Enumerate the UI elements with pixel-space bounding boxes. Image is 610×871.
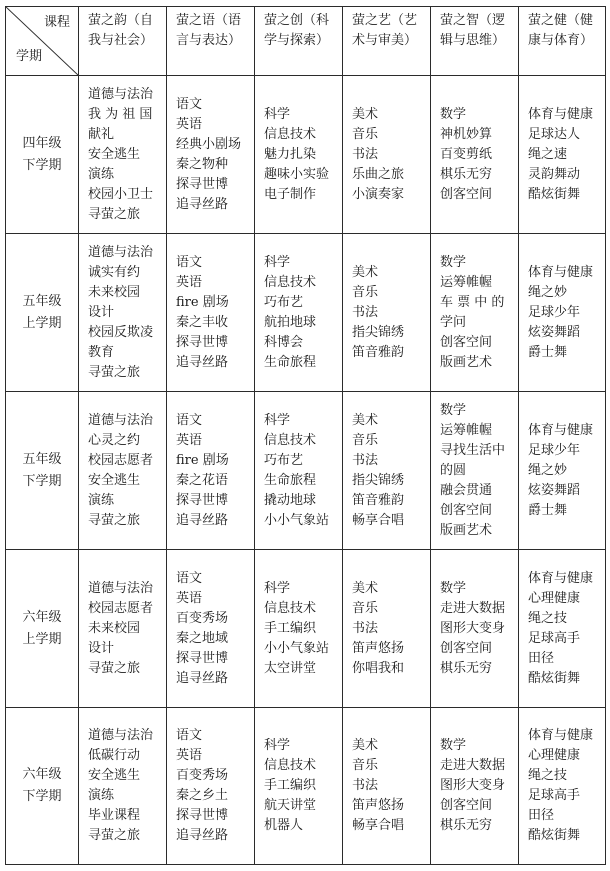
course-line: 绳之技	[528, 768, 568, 783]
course-line: 数学	[440, 254, 467, 270]
course-cell	[519, 550, 606, 708]
header-row	[6, 7, 606, 76]
course-line: 棋乐无穷	[440, 818, 493, 833]
course-cell	[431, 76, 519, 234]
course-line: 灵韵舞动	[528, 166, 581, 182]
course-line: 书法	[352, 452, 379, 468]
course-cell	[519, 392, 606, 550]
course-line: 足球少年	[528, 304, 581, 320]
course-line: 百变秀场	[176, 610, 229, 626]
course-line: 语文	[176, 728, 203, 743]
course-line: 笛声悠扬	[352, 798, 405, 813]
course-line: 道德与法治	[88, 580, 154, 596]
course-line: 未来校园	[88, 284, 141, 300]
course-line: 绳之妙	[528, 462, 568, 478]
course-line: 棋乐无穷	[440, 166, 493, 182]
course-line: 百变秀场	[176, 768, 229, 783]
column-header-chuang: 萤之创（科学与探索）	[255, 7, 343, 76]
course-cell	[519, 76, 606, 234]
course-cell	[343, 76, 431, 234]
table-row	[6, 708, 606, 865]
table-row	[6, 550, 606, 708]
course-line: 数学	[440, 402, 467, 418]
course-line: 电子制作	[264, 186, 317, 202]
course-line: 巧布艺	[264, 452, 304, 468]
course-line: 诚实有约	[88, 264, 141, 280]
course-line: 数学	[440, 106, 467, 122]
course-line: 设计	[88, 304, 115, 320]
course-line: 体育与健康	[528, 264, 594, 280]
course-line: 音乐	[352, 600, 379, 616]
course-line: 田径	[528, 808, 555, 823]
course-line: 爵士舞	[528, 344, 568, 360]
course-line: 探寻世博	[176, 808, 229, 823]
course-line: 足球高手	[528, 788, 581, 803]
course-line: 航拍地球	[264, 314, 317, 330]
course-line: 校园反欺凌	[88, 324, 154, 340]
course-cell	[167, 76, 255, 234]
course-line: 小演奏家	[352, 186, 405, 202]
course-line: 炫姿舞蹈	[528, 482, 581, 498]
course-line: 音乐	[352, 126, 379, 142]
course-line: 酷炫街舞	[528, 670, 581, 686]
term-cell	[6, 550, 79, 708]
course-line: 太空讲堂	[264, 660, 317, 676]
term-cell	[6, 234, 79, 392]
course-line: 心理健康	[528, 748, 581, 763]
term-label: 五年级	[22, 451, 62, 467]
course-line: 信息技术	[264, 126, 317, 142]
course-line: 道德与法治	[88, 244, 154, 260]
course-line: 音乐	[352, 284, 379, 300]
course-line: 融会贯通	[440, 482, 493, 498]
course-cell	[519, 234, 606, 392]
course-cell	[343, 708, 431, 865]
course-line: 科博会	[264, 334, 304, 350]
course-line: 生命旅程	[264, 472, 317, 488]
term-label: 上学期	[22, 631, 62, 647]
course-line: 指尖锦绣	[352, 324, 405, 340]
course-line: 寻萤之旅	[88, 512, 141, 528]
course-line: 英语	[176, 590, 203, 606]
course-cell	[79, 392, 167, 550]
course-line: 棋乐无穷	[440, 660, 493, 676]
course-line: 设计	[88, 640, 115, 656]
course-line: 畅享合唱	[352, 818, 405, 833]
course-line: 探寻世博	[176, 334, 229, 350]
course-line: 信息技术	[264, 600, 317, 616]
course-line: 美术	[352, 264, 379, 280]
course-line: 校园志愿者	[88, 452, 154, 468]
course-line: fire 剧场	[176, 452, 229, 468]
course-line: 信息技术	[264, 274, 317, 290]
course-line: 秦之乡土	[176, 788, 229, 803]
course-line: 百变剪纸	[440, 146, 493, 162]
course-line: 体育与健康	[528, 728, 594, 743]
course-line: 追寻丝路	[176, 512, 229, 528]
term-label: 五年级	[22, 293, 62, 309]
table-row	[6, 392, 606, 550]
course-cell	[431, 708, 519, 865]
term-cell	[6, 76, 79, 234]
course-line: 音乐	[352, 758, 379, 773]
course-line: 指尖锦绣	[352, 472, 405, 488]
course-line: 绳之妙	[528, 284, 568, 300]
course-cell	[255, 76, 343, 234]
course-line: 音乐	[352, 432, 379, 448]
course-line: 创客空间	[440, 334, 493, 350]
course-line: 科学	[264, 580, 291, 596]
course-line: 教育	[88, 344, 115, 360]
course-cell	[343, 392, 431, 550]
course-line: 低碳行动	[88, 748, 141, 763]
course-line: 书法	[352, 620, 379, 636]
course-line: 心灵之约	[88, 432, 141, 448]
course-line: 爵士舞	[528, 502, 568, 518]
column-header-zhi: 萤之智（逻辑与思维）	[431, 7, 519, 76]
term-cell	[6, 392, 79, 550]
course-line: 美术	[352, 412, 379, 428]
course-line: 演练	[88, 492, 115, 508]
course-line: 校园小卫士	[88, 186, 154, 202]
corner-label-term: 学期	[16, 49, 43, 64]
column-header-yi: 萤之艺（艺术与审美）	[343, 7, 431, 76]
course-line: 体育与健康	[528, 570, 594, 586]
course-cell	[431, 550, 519, 708]
course-line: 演练	[88, 166, 115, 182]
course-line: 数学	[440, 738, 467, 753]
course-line: 秦之物种	[176, 156, 229, 172]
course-cell	[167, 550, 255, 708]
corner-label-course: 课程	[43, 15, 70, 30]
course-line: 安全逃生	[88, 768, 141, 783]
term-label: 上学期	[22, 315, 62, 331]
course-line: 巧布艺	[264, 294, 304, 310]
course-line: 书法	[352, 778, 379, 793]
course-line: 小小气象站	[264, 640, 330, 656]
term-label: 下学期	[22, 789, 62, 804]
course-line: 追寻丝路	[176, 354, 229, 370]
course-cell	[79, 550, 167, 708]
course-line: 寻萤之旅	[88, 364, 141, 380]
course-line: 科学	[264, 412, 291, 428]
course-cell	[431, 392, 519, 550]
course-line: 探寻世博	[176, 492, 229, 508]
term-label: 下学期	[22, 473, 62, 489]
course-line: 英语	[176, 116, 203, 132]
course-line: 科学	[264, 738, 291, 753]
course-line: 运筹帷幄	[440, 274, 493, 290]
course-line: 探寻世博	[176, 176, 229, 192]
course-line: 英语	[176, 432, 203, 448]
course-line: 追寻丝路	[176, 828, 229, 843]
term-label: 下学期	[22, 157, 62, 173]
course-line: 图形大变身	[440, 620, 506, 636]
course-line: 寻萤之旅	[88, 660, 141, 676]
course-line: 版画艺术	[440, 522, 493, 538]
course-line: 炫姿舞蹈	[528, 324, 581, 340]
table-row	[6, 76, 606, 234]
course-cell	[79, 76, 167, 234]
course-cell	[167, 234, 255, 392]
course-line: 创客空间	[440, 186, 493, 202]
course-line: 美术	[352, 106, 379, 122]
course-line: 的圆	[440, 462, 467, 478]
course-line: 撬动地球	[264, 492, 317, 508]
course-line: 小小气象站	[264, 512, 330, 528]
course-line: 足球达人	[528, 126, 581, 142]
course-line: 你唱我和	[352, 660, 405, 676]
course-line: 我 为 祖 国	[88, 106, 153, 122]
course-line: 英语	[176, 748, 203, 763]
course-line: 经典小剧场	[176, 136, 242, 152]
course-line: 趣味小实验	[264, 166, 330, 182]
column-header-jian: 萤之健（健康与体育）	[519, 7, 606, 76]
course-line: 语文	[176, 412, 203, 428]
table-row	[6, 234, 606, 392]
course-line: 笛音雅韵	[352, 492, 405, 508]
course-line: 机器人	[264, 818, 304, 833]
course-line: 毕业课程	[88, 808, 141, 823]
course-cell	[343, 234, 431, 392]
course-line: 走进大数据	[440, 758, 506, 773]
course-line: 版画艺术	[440, 354, 493, 370]
course-line: 科学	[264, 106, 291, 122]
course-line: 笛音雅韵	[352, 344, 405, 360]
course-line: 乐曲之旅	[352, 166, 405, 182]
course-line: 安全逃生	[88, 472, 141, 488]
course-line: 魅力扎染	[264, 146, 317, 162]
course-line: 体育与健康	[528, 106, 594, 122]
course-cell	[79, 234, 167, 392]
course-line: 酷炫街舞	[528, 828, 581, 843]
course-line: 学问	[440, 314, 467, 330]
course-line: 生命旅程	[264, 354, 317, 370]
curriculum-table	[5, 6, 606, 865]
course-line: 航天讲堂	[264, 798, 317, 813]
course-line: 心理健康	[528, 590, 581, 606]
corner-header-cell	[6, 7, 79, 76]
course-line: 车 票 中 的	[440, 294, 505, 310]
course-line: 语文	[176, 254, 203, 270]
course-line: 信息技术	[264, 432, 317, 448]
course-line: 书法	[352, 304, 379, 320]
course-line: 足球少年	[528, 442, 581, 458]
course-line: 科学	[264, 254, 291, 270]
course-line: 探寻世博	[176, 650, 229, 666]
course-line: 笛声悠扬	[352, 640, 405, 656]
course-line: 道德与法治	[88, 412, 154, 428]
course-line: 寻萤之旅	[88, 828, 141, 843]
term-cell	[6, 708, 79, 865]
course-cell	[255, 550, 343, 708]
course-line: 未来校园	[88, 620, 141, 636]
course-line: 追寻丝路	[176, 670, 229, 686]
course-line: 手工编织	[264, 778, 317, 793]
column-header-yu: 萤之语（语言与表达）	[167, 7, 255, 76]
course-line: 秦之花语	[176, 472, 229, 488]
course-line: 图形大变身	[440, 778, 506, 793]
course-line: 美术	[352, 738, 379, 753]
course-line: 书法	[352, 146, 379, 162]
course-line: 运筹帷幄	[440, 422, 493, 438]
course-line: 语文	[176, 96, 203, 112]
course-line: 道德与法治	[88, 728, 154, 743]
course-line: 手工编织	[264, 620, 317, 636]
course-line: 安全逃生	[88, 146, 141, 162]
course-line: 数学	[440, 580, 467, 596]
course-cell	[79, 708, 167, 865]
course-cell	[255, 392, 343, 550]
course-line: 走进大数据	[440, 600, 506, 616]
course-line: 足球高手	[528, 630, 581, 646]
course-line: 创客空间	[440, 502, 493, 518]
course-line: 演练	[88, 788, 115, 803]
course-line: 体育与健康	[528, 422, 594, 438]
course-line: 道德与法治	[88, 86, 154, 102]
course-line: 秦之地域	[176, 630, 229, 646]
course-line: 神机妙算	[440, 126, 493, 142]
term-label: 六年级	[22, 767, 62, 782]
course-cell	[519, 708, 606, 865]
course-line: 献礼	[88, 126, 115, 142]
course-cell	[343, 550, 431, 708]
course-line: 绳之技	[528, 610, 568, 626]
course-line: 寻找生活中	[440, 442, 506, 458]
course-line: 语文	[176, 570, 203, 586]
course-line: 田径	[528, 650, 555, 666]
column-header-yun: 萤之韵（自我与社会）	[79, 7, 167, 76]
course-line: 校园志愿者	[88, 600, 154, 616]
course-cell	[167, 708, 255, 865]
course-cell	[167, 392, 255, 550]
course-line: 信息技术	[264, 758, 317, 773]
course-line: 创客空间	[440, 798, 493, 813]
course-line: 追寻丝路	[176, 196, 229, 212]
course-cell	[255, 234, 343, 392]
course-line: 美术	[352, 580, 379, 596]
course-line: 秦之丰收	[176, 314, 229, 330]
term-label: 四年级	[22, 135, 62, 151]
course-line: fire 剧场	[176, 294, 229, 310]
course-cell	[431, 234, 519, 392]
term-label: 六年级	[22, 609, 62, 625]
course-line: 酷炫街舞	[528, 186, 581, 202]
course-line: 英语	[176, 274, 203, 290]
course-line: 寻萤之旅	[88, 206, 141, 222]
course-line: 绳之速	[528, 146, 568, 162]
course-cell	[255, 708, 343, 865]
course-line: 畅享合唱	[352, 512, 405, 528]
table-body	[6, 76, 606, 865]
course-line: 创客空间	[440, 640, 493, 656]
